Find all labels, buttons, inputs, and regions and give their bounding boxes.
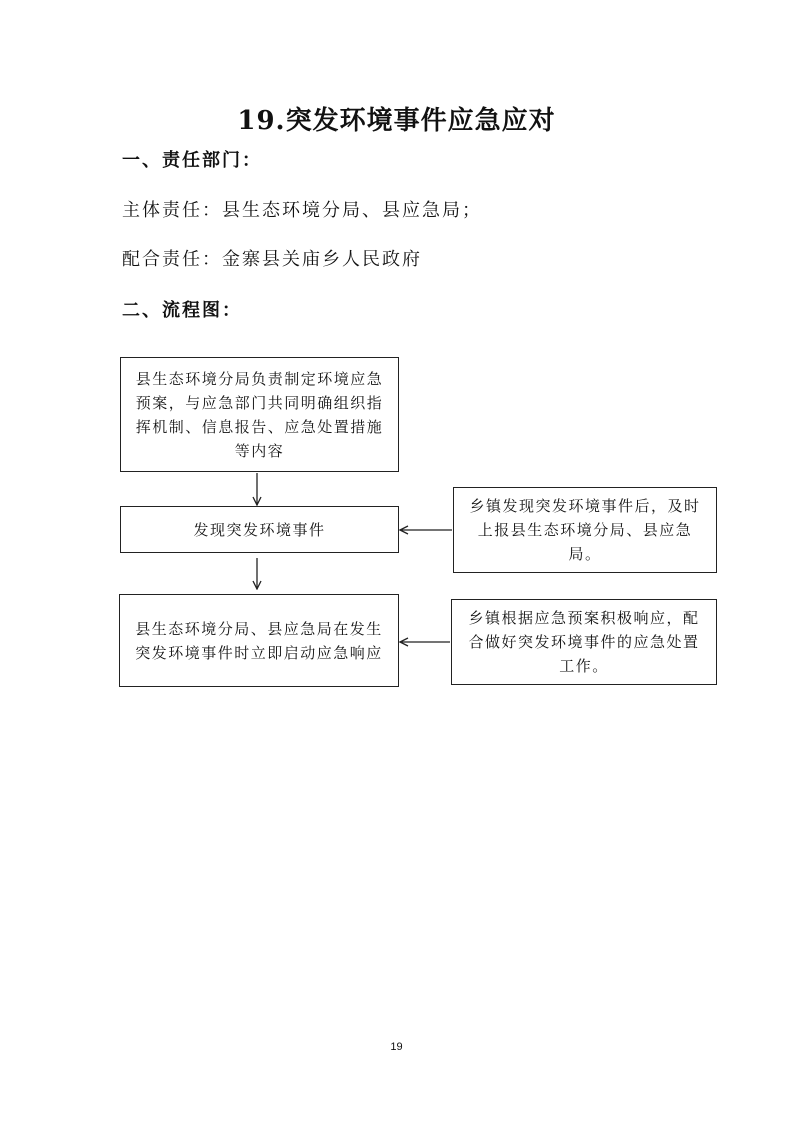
flow-box-discover-incident-text: 发现突发环境事件: [193, 520, 326, 539]
flow-box-township-respond: [451, 599, 717, 685]
cooperating-responsibility-text: 配合责任：金寨县关庙乡人民政府: [122, 249, 422, 270]
section-heading-flowchart: 二、流程图：: [122, 300, 242, 321]
flow-box-township-report-text: 乡镇发现突发环境事件后，及时上报县生态环境分局、县应急局。: [469, 497, 701, 563]
flow-box-launch-response: [119, 594, 399, 687]
flow-box-discover-incident: [120, 506, 399, 553]
flow-box-launch-response-text: 县生态环境分局、县应急局在发生突发环境事件时立即启动应急响应: [135, 619, 383, 662]
section-heading-responsible-departments: 一、责任部门：: [122, 150, 262, 171]
flow-box-contingency-plan: [120, 357, 399, 472]
flow-box-contingency-plan-text: 县生态环境分局负责制定环境应急预案，与应急部门共同明确组织指挥机制、信息报告、应急处置措施等内容: [135, 369, 384, 460]
flow-box-township-respond-text: 乡镇根据应急预案积极响应，配合做好突发环境事件的应急处置工作。: [468, 609, 700, 675]
page-number: 19: [390, 1041, 403, 1053]
flow-box-township-report: [453, 487, 717, 573]
document-title: 19.突发环境事件应急应对: [237, 106, 556, 136]
primary-responsibility-text: 主体责任：县生态环境分局、县应急局；: [122, 200, 482, 221]
